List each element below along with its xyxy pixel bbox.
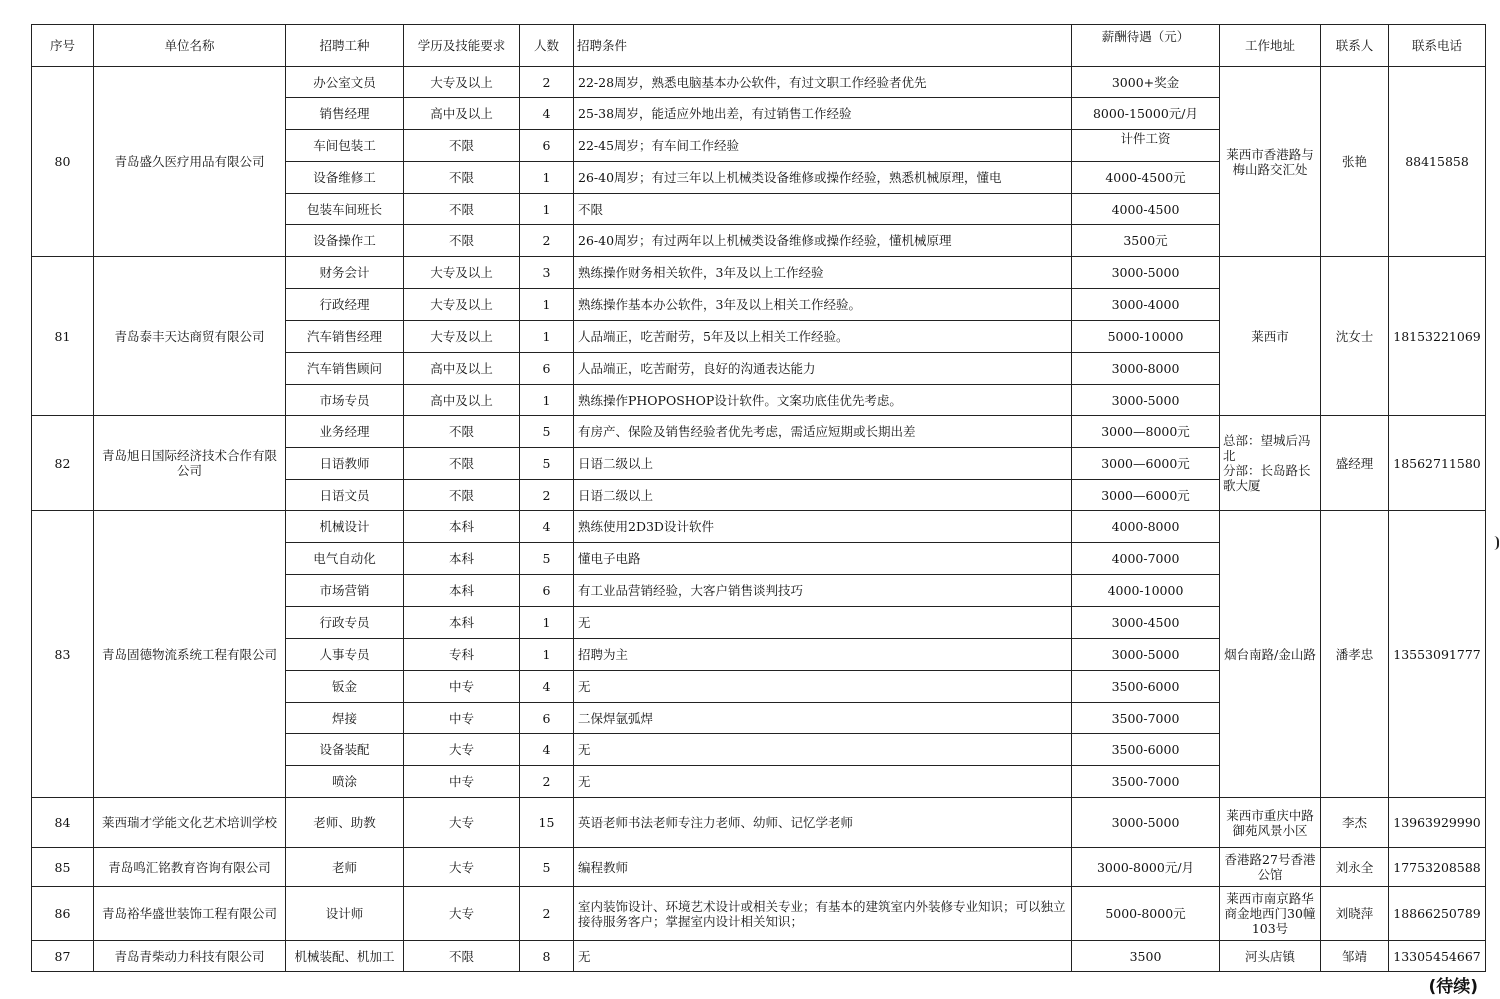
salary: 3000-5000 [1072, 257, 1220, 289]
contact-phone: 18153221069 [1389, 257, 1486, 416]
header-conditions: 招聘条件 [574, 25, 1072, 67]
job-title: 老师、助教 [286, 798, 404, 848]
job-conditions: 无 [574, 671, 1072, 703]
education-requirement: 大专及以上 [404, 67, 520, 98]
headcount: 2 [520, 67, 574, 98]
table-row [32, 798, 1486, 848]
education-requirement: 大专 [404, 798, 520, 848]
job-title: 日语教师 [286, 448, 404, 480]
job-conditions: 有工业品营销经验，大客户销售谈判技巧 [574, 575, 1072, 607]
contact-phone: 88415858 [1389, 67, 1486, 257]
education-requirement: 中专 [404, 703, 520, 734]
headcount: 2 [520, 766, 574, 798]
company-name: 青岛固德物流系统工程有限公司 [94, 511, 286, 798]
contact-phone: 17753208588 [1389, 848, 1486, 887]
salary: 计件工资 [1072, 130, 1220, 162]
company-number: 83 [32, 511, 94, 798]
education-requirement: 不限 [404, 941, 520, 972]
headcount: 2 [520, 225, 574, 257]
education-requirement: 专科 [404, 639, 520, 671]
headcount: 1 [520, 162, 574, 194]
job-conditions: 编程教师 [574, 848, 1072, 887]
education-requirement: 本科 [404, 607, 520, 639]
job-conditions: 无 [574, 607, 1072, 639]
education-requirement: 本科 [404, 575, 520, 607]
salary: 3500-6000 [1072, 671, 1220, 703]
salary: 4000-10000 [1072, 575, 1220, 607]
contact-person: 刘晓萍 [1321, 887, 1389, 941]
contact-person: 刘永全 [1321, 848, 1389, 887]
education-requirement: 不限 [404, 416, 520, 448]
education-requirement: 本科 [404, 543, 520, 575]
job-title: 焊接 [286, 703, 404, 734]
headcount: 6 [520, 130, 574, 162]
work-address: 河头店镇 [1220, 941, 1321, 972]
headcount: 1 [520, 289, 574, 321]
work-address: 总部：望城后冯北 分部：长岛路长歌大厦 [1220, 416, 1321, 511]
job-title: 车间包装工 [286, 130, 404, 162]
job-conditions: 不限 [574, 194, 1072, 225]
job-conditions: 日语二级以上 [574, 480, 1072, 511]
headcount: 2 [520, 887, 574, 941]
headcount: 4 [520, 734, 574, 766]
table-row [32, 511, 1486, 543]
job-title: 机械设计 [286, 511, 404, 543]
job-title: 日语文员 [286, 480, 404, 511]
job-conditions: 人品端正，吃苦耐劳，良好的沟通表达能力 [574, 353, 1072, 385]
header-education: 学历及技能要求 [404, 25, 520, 67]
job-title: 电气自动化 [286, 543, 404, 575]
contact-person: 潘孝忠 [1321, 511, 1389, 798]
job-conditions: 无 [574, 734, 1072, 766]
job-title: 业务经理 [286, 416, 404, 448]
company-name: 青岛盛久医疗用品有限公司 [94, 67, 286, 257]
header-phone: 联系电话 [1389, 25, 1486, 67]
job-title: 包装车间班长 [286, 194, 404, 225]
salary: 3000-8000 [1072, 353, 1220, 385]
scan-artifact [1494, 536, 1499, 550]
company-number: 85 [32, 848, 94, 887]
salary: 3000-8000元/月 [1072, 848, 1220, 887]
education-requirement: 不限 [404, 225, 520, 257]
education-requirement: 大专及以上 [404, 321, 520, 353]
contact-person: 李杰 [1321, 798, 1389, 848]
education-requirement: 高中及以上 [404, 385, 520, 416]
salary: 3000+奖金 [1072, 67, 1220, 98]
job-title: 办公室文员 [286, 67, 404, 98]
headcount: 4 [520, 98, 574, 130]
salary: 3000-4500 [1072, 607, 1220, 639]
job-title: 喷涂 [286, 766, 404, 798]
continued-note: (待续) [1428, 977, 1478, 997]
headcount: 8 [520, 941, 574, 972]
salary: 3000-4000 [1072, 289, 1220, 321]
salary: 4000-4500 [1072, 194, 1220, 225]
education-requirement: 大专及以上 [404, 289, 520, 321]
table-row [32, 257, 1486, 289]
salary: 3000—6000元 [1072, 480, 1220, 511]
salary: 5000-8000元 [1072, 887, 1220, 941]
header-no: 序号 [32, 25, 94, 67]
job-title: 市场专员 [286, 385, 404, 416]
salary: 5000-10000 [1072, 321, 1220, 353]
headcount: 4 [520, 511, 574, 543]
company-number: 86 [32, 887, 94, 941]
company-name: 青岛青柴动力科技有限公司 [94, 941, 286, 972]
job-title: 汽车销售顾问 [286, 353, 404, 385]
company-name: 莱西瑞才学能文化艺术培训学校 [94, 798, 286, 848]
company-number: 80 [32, 67, 94, 257]
header-company: 单位名称 [94, 25, 286, 67]
education-requirement: 大专 [404, 734, 520, 766]
job-title: 设计师 [286, 887, 404, 941]
company-name: 青岛泰丰天达商贸有限公司 [94, 257, 286, 416]
company-name: 青岛旭日国际经济技术合作有限公司 [94, 416, 286, 511]
job-conditions: 熟练操作PHOPOSHOP设计软件。文案功底佳优先考虑。 [574, 385, 1072, 416]
work-address: 香港路27号香港公馆 [1220, 848, 1321, 887]
work-address: 莱西市南京路华商金地西门30幢103号 [1220, 887, 1321, 941]
work-address: 莱西市重庆中路御苑风景小区 [1220, 798, 1321, 848]
job-conditions: 有房产、保险及销售经验者优先考虑，需适应短期或长期出差 [574, 416, 1072, 448]
headcount: 5 [520, 848, 574, 887]
job-conditions: 招聘为主 [574, 639, 1072, 671]
salary: 3000—6000元 [1072, 448, 1220, 480]
job-conditions: 26-40周岁；有过三年以上机械类设备维修或操作经验，熟悉机械原理，懂电 [574, 162, 1072, 194]
job-title: 人事专员 [286, 639, 404, 671]
education-requirement: 不限 [404, 448, 520, 480]
headcount: 6 [520, 703, 574, 734]
contact-phone: 18866250789 [1389, 887, 1486, 941]
job-conditions: 22-45周岁；有车间工作经验 [574, 130, 1072, 162]
table-row [32, 67, 1486, 98]
contact-phone: 13305454667 [1389, 941, 1486, 972]
table-body [32, 67, 1486, 972]
header-row [32, 25, 1486, 67]
salary: 3000-5000 [1072, 798, 1220, 848]
headcount: 1 [520, 639, 574, 671]
headcount: 5 [520, 448, 574, 480]
contact-person: 沈女士 [1321, 257, 1389, 416]
headcount: 1 [520, 321, 574, 353]
company-number: 82 [32, 416, 94, 511]
job-conditions: 英语老师书法老师专注力老师、幼师、记忆学老师 [574, 798, 1072, 848]
job-conditions: 无 [574, 941, 1072, 972]
contact-phone: 13963929990 [1389, 798, 1486, 848]
headcount: 1 [520, 194, 574, 225]
headcount: 6 [520, 575, 574, 607]
headcount: 5 [520, 543, 574, 575]
salary: 4000-8000 [1072, 511, 1220, 543]
job-conditions: 无 [574, 766, 1072, 798]
job-title: 设备装配 [286, 734, 404, 766]
company-number: 84 [32, 798, 94, 848]
job-conditions: 室内装饰设计、环境艺术设计或相关专业；有基本的建筑室内外装修专业知识；可以独立接待服务客户；掌握室内设计相关知识； [574, 887, 1072, 941]
contact-person: 盛经理 [1321, 416, 1389, 511]
header-count: 人数 [520, 25, 574, 67]
salary: 3500-6000 [1072, 734, 1220, 766]
job-title: 汽车销售经理 [286, 321, 404, 353]
salary: 3500-7000 [1072, 766, 1220, 798]
table-row [32, 941, 1486, 972]
education-requirement: 不限 [404, 480, 520, 511]
education-requirement: 大专 [404, 848, 520, 887]
salary: 4000-4500元 [1072, 162, 1220, 194]
headcount: 5 [520, 416, 574, 448]
job-conditions: 懂电子电路 [574, 543, 1072, 575]
work-address: 烟台南路/金山路 [1220, 511, 1321, 798]
job-title: 行政专员 [286, 607, 404, 639]
table-row [32, 848, 1486, 887]
company-name: 青岛裕华盛世装饰工程有限公司 [94, 887, 286, 941]
education-requirement: 高中及以上 [404, 353, 520, 385]
headcount: 6 [520, 353, 574, 385]
company-name: 青岛鸣汇铭教育咨询有限公司 [94, 848, 286, 887]
contact-person: 张艳 [1321, 67, 1389, 257]
job-title: 设备操作工 [286, 225, 404, 257]
table-row [32, 887, 1486, 941]
header-salary: 薪酬待遇（元） [1072, 25, 1220, 67]
salary: 3000-5000 [1072, 385, 1220, 416]
headcount: 1 [520, 607, 574, 639]
job-title: 销售经理 [286, 98, 404, 130]
job-title: 设备维修工 [286, 162, 404, 194]
job-conditions: 熟练操作基本办公软件，3年及以上相关工作经验。 [574, 289, 1072, 321]
table-row [32, 416, 1486, 448]
job-title: 机械装配、机加工 [286, 941, 404, 972]
salary: 8000-15000元/月 [1072, 98, 1220, 130]
job-title: 钣金 [286, 671, 404, 703]
company-number: 81 [32, 257, 94, 416]
contact-phone: 18562711580 [1389, 416, 1486, 511]
salary: 3500-7000 [1072, 703, 1220, 734]
job-title: 财务会计 [286, 257, 404, 289]
education-requirement: 大专 [404, 887, 520, 941]
headcount: 1 [520, 385, 574, 416]
job-conditions: 26-40周岁；有过两年以上机械类设备维修或操作经验，懂机械原理 [574, 225, 1072, 257]
job-conditions: 25-38周岁，能适应外地出差，有过销售工作经验 [574, 98, 1072, 130]
job-title: 市场营销 [286, 575, 404, 607]
job-conditions: 22-28周岁，熟悉电脑基本办公软件，有过文职工作经验者优先 [574, 67, 1072, 98]
headcount: 15 [520, 798, 574, 848]
job-conditions: 二保焊氩弧焊 [574, 703, 1072, 734]
header-job: 招聘工种 [286, 25, 404, 67]
salary: 3000—8000元 [1072, 416, 1220, 448]
contact-phone: 13553091777 [1389, 511, 1486, 798]
education-requirement: 不限 [404, 194, 520, 225]
company-number: 87 [32, 941, 94, 972]
education-requirement: 大专及以上 [404, 257, 520, 289]
work-address: 莱西市 [1220, 257, 1321, 416]
education-requirement: 不限 [404, 162, 520, 194]
education-requirement: 中专 [404, 766, 520, 798]
work-address: 莱西市香港路与梅山路交汇处 [1220, 67, 1321, 257]
salary: 4000-7000 [1072, 543, 1220, 575]
headcount: 2 [520, 480, 574, 511]
job-title: 老师 [286, 848, 404, 887]
education-requirement: 高中及以上 [404, 98, 520, 130]
headcount: 4 [520, 671, 574, 703]
job-conditions: 日语二级以上 [574, 448, 1072, 480]
job-title: 行政经理 [286, 289, 404, 321]
header-address: 工作地址 [1220, 25, 1321, 67]
header-contact: 联系人 [1321, 25, 1389, 67]
education-requirement: 本科 [404, 511, 520, 543]
recruitment-table [31, 24, 1486, 972]
salary: 3500 [1072, 941, 1220, 972]
salary: 3500元 [1072, 225, 1220, 257]
education-requirement: 不限 [404, 130, 520, 162]
job-conditions: 人品端正，吃苦耐劳，5年及以上相关工作经验。 [574, 321, 1072, 353]
headcount: 3 [520, 257, 574, 289]
job-conditions: 熟练使用2D3D设计软件 [574, 511, 1072, 543]
salary: 3000-5000 [1072, 639, 1220, 671]
education-requirement: 中专 [404, 671, 520, 703]
contact-person: 邹靖 [1321, 941, 1389, 972]
job-conditions: 熟练操作财务相关软件，3年及以上工作经验 [574, 257, 1072, 289]
